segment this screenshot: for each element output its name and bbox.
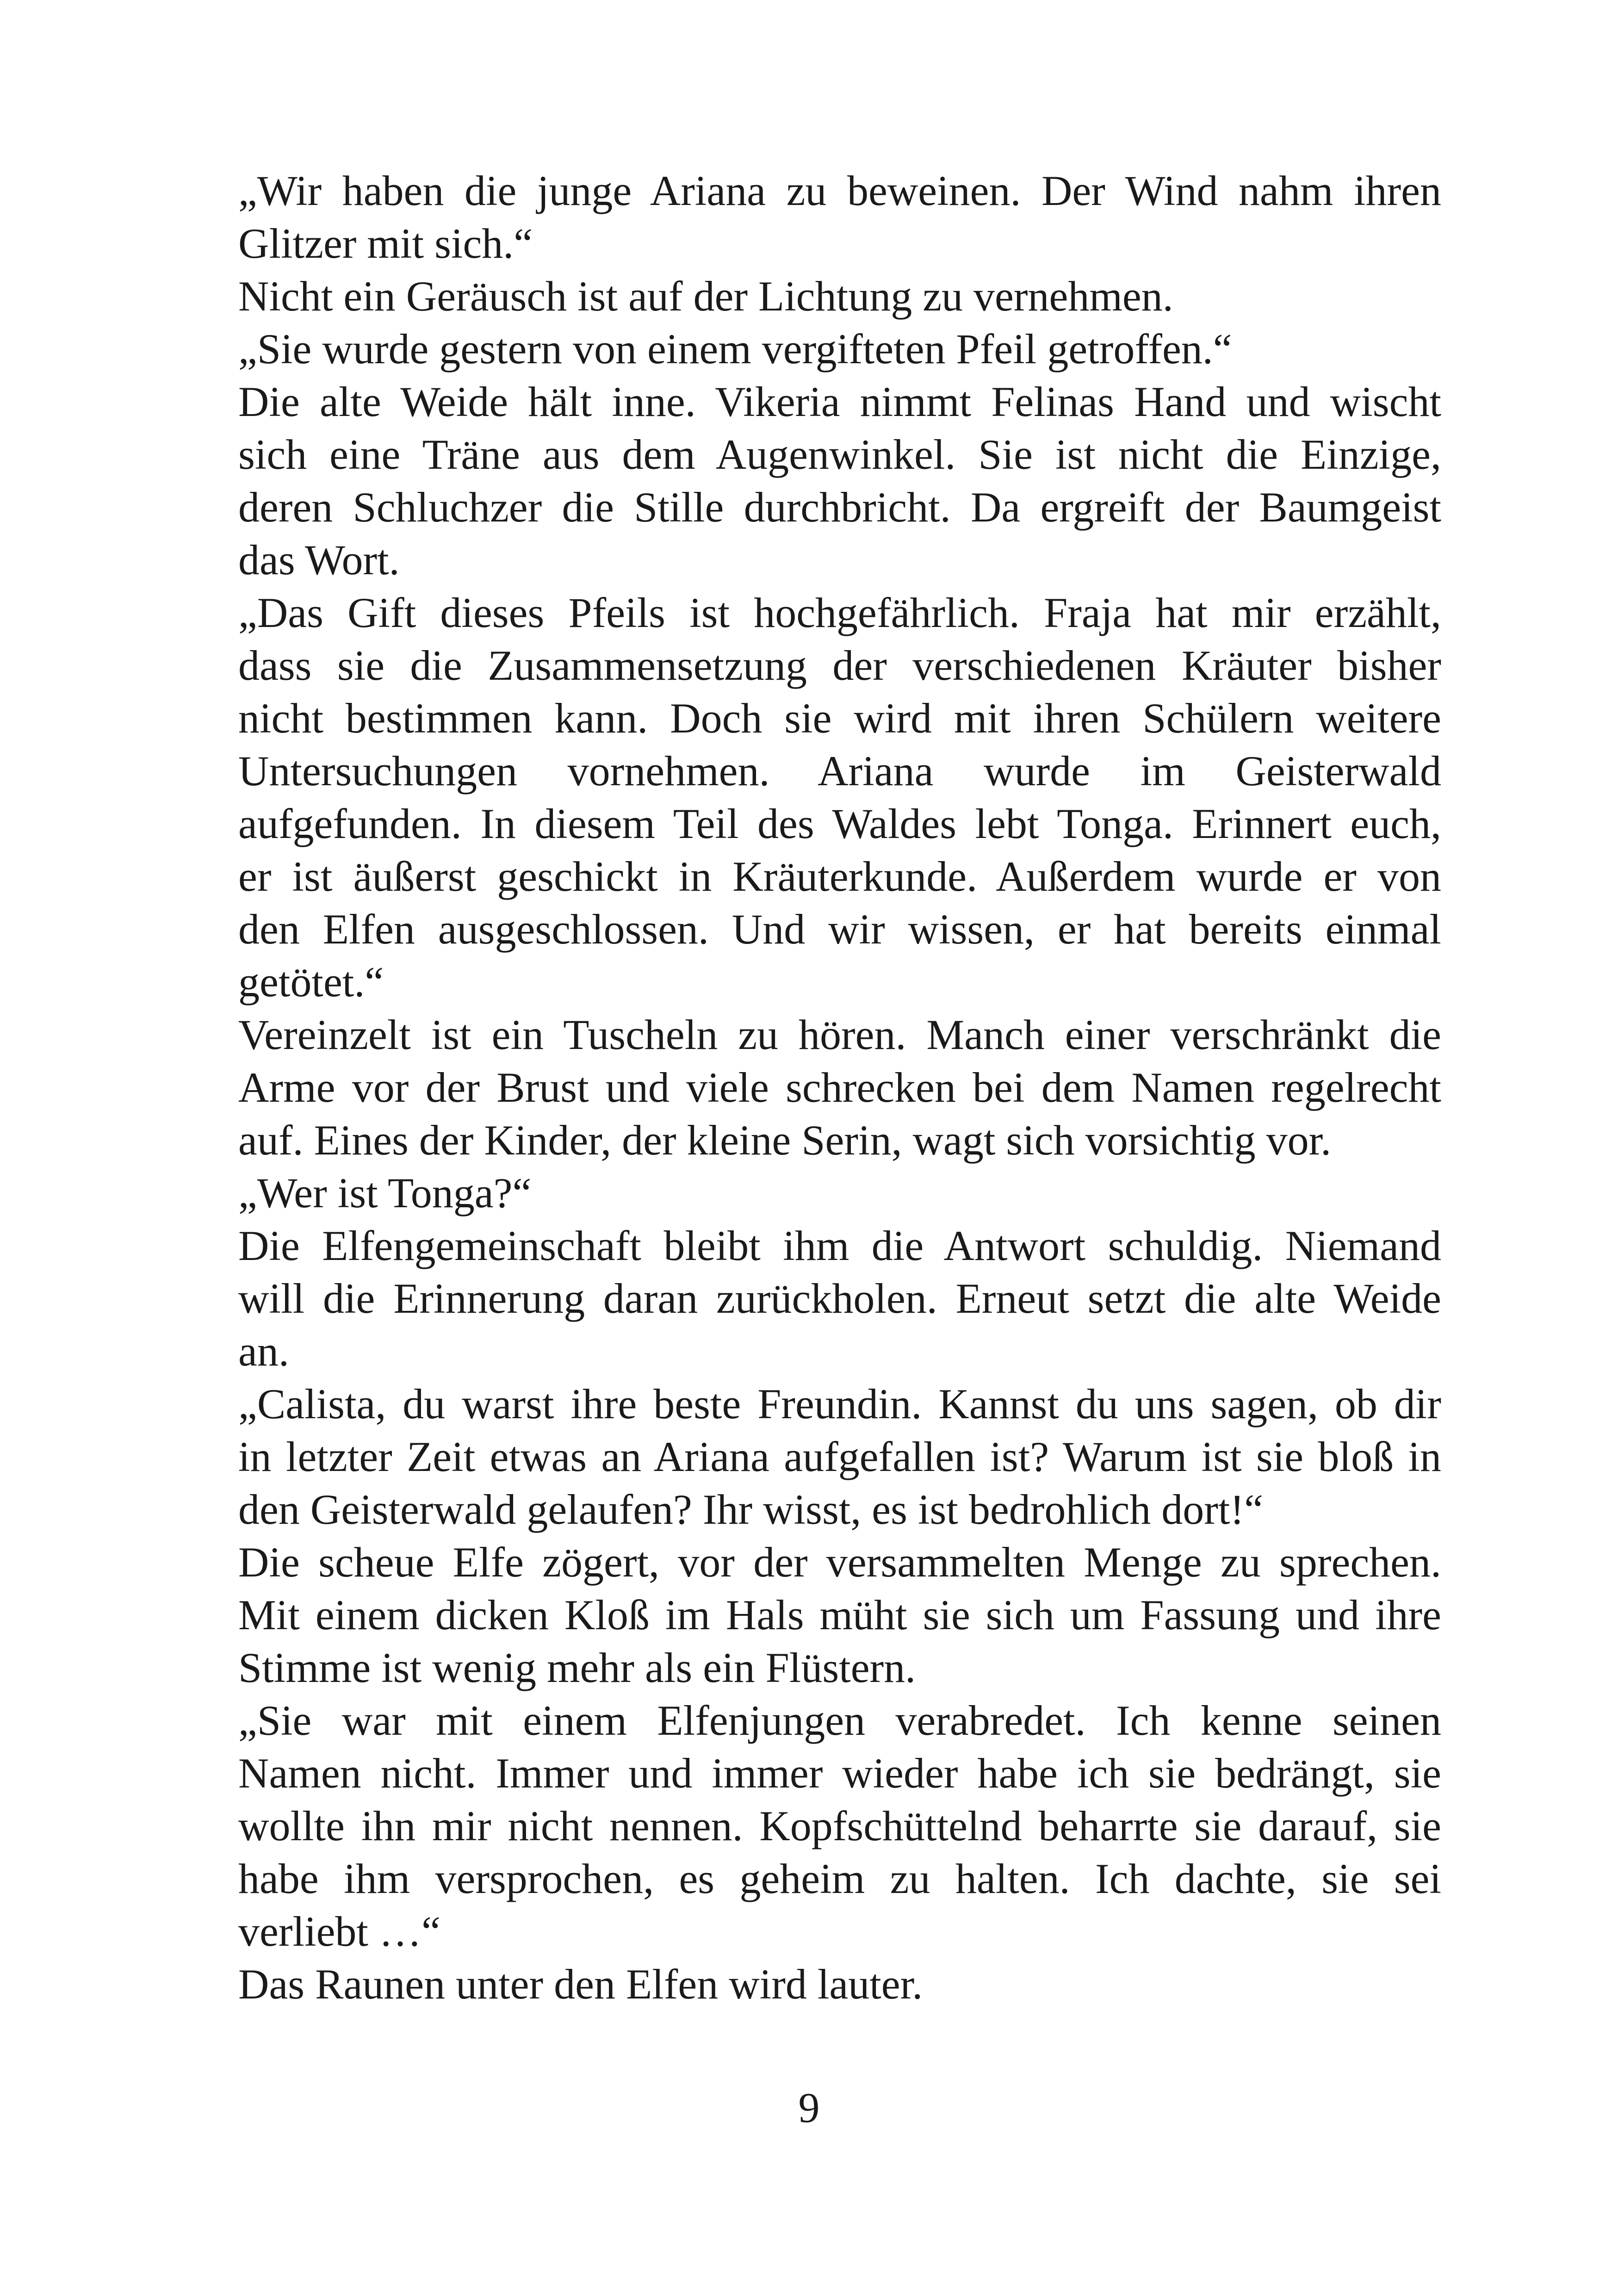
text-line: Glitzer mit sich.“ (238, 220, 533, 267)
text-line: den Elfen ausgeschlossen. Und wir wissen, er hat bereits einmal (238, 906, 1441, 953)
text-line: Stimme ist wenig mehr als ein Flüstern. (238, 1644, 916, 1691)
text-line: „Sie wurde gestern von einem vergifteten Pfeil getroffen.“ (238, 325, 1232, 372)
text-line: deren Schluchzer die Stille durchbricht. Da ergreift der Baumgeist (238, 484, 1441, 531)
text-line: habe ihm versprochen, es geheim zu halten. Ich dachte, sie sei (238, 1855, 1441, 1902)
text-line: er ist äußerst geschickt in Kräuterkunde. Außerdem wurde er von (238, 853, 1441, 900)
text-line: dass sie die Zusammensetzung der verschiedenen Kräuter bisher (238, 642, 1441, 689)
text-line: Mit einem dicken Kloß im Hals müht sie sich um Fassung und ihre (238, 1591, 1441, 1638)
text-line: Die alte Weide hält inne. Vikeria nimmt Felinas Hand und wischt (238, 378, 1441, 425)
text-line: „Das Gift dieses Pfeils ist hochgefährlich. Fraja hat mir erzählt, (238, 589, 1441, 636)
text-line: verliebt …“ (238, 1908, 440, 1955)
text-line: Die Elfengemeinschaft bleibt ihm die Antwort schuldig. Niemand (238, 1222, 1441, 1269)
text-line: sich eine Träne aus dem Augenwinkel. Sie ist nicht die Einzige, (238, 431, 1441, 478)
text-line: Nicht ein Geräusch ist auf der Lichtung zu vernehmen. (238, 273, 1173, 320)
text-line: Namen nicht. Immer und immer wieder habe ich sie bedrängt, sie (238, 1750, 1441, 1797)
text-line: aufgefunden. In diesem Teil des Waldes lebt Tonga. Erinnert euch, (238, 800, 1441, 847)
text-line: den Geisterwald gelaufen? Ihr wisst, es ist bedrohlich dort!“ (238, 1486, 1263, 1533)
text-line: „Sie war mit einem Elfenjungen verabredet. Ich kenne seinen (238, 1697, 1441, 1744)
text-line: in letzter Zeit etwas an Ariana aufgefallen ist? Warum ist sie bloß in (238, 1433, 1441, 1480)
text-line: das Wort. (238, 536, 400, 583)
text-line: Vereinzelt ist ein Tuscheln zu hören. Manch einer verschränkt die (238, 1011, 1441, 1058)
text-line: Das Raunen unter den Elfen wird lauter. (238, 1961, 923, 2008)
text-line: „Calista, du warst ihre beste Freundin. Kannst du uns sagen, ob dir (238, 1380, 1441, 1427)
text-line: wollte ihn mir nicht nennen. Kopfschüttelnd beharrte sie darauf, sie (238, 1802, 1441, 1849)
text-line: auf. Eines der Kinder, der kleine Serin, wagt sich vorsichtig vor. (238, 1117, 1332, 1164)
text-line: Arme vor der Brust und viele schrecken bei dem Namen regelrecht (238, 1064, 1441, 1111)
text-line: will die Erinnerung daran zurückholen. Erneut setzt die alte Weide (238, 1275, 1441, 1322)
text-line: „Wir haben die junge Ariana zu beweinen. Der Wind nahm ihren (238, 167, 1441, 214)
text-line: „Wer ist Tonga?“ (238, 1169, 532, 1216)
text-line: getötet.“ (238, 958, 384, 1005)
text-line: Untersuchungen vornehmen. Ariana wurde im Geisterwald (238, 747, 1441, 794)
text-line: nicht bestimmen kann. Doch sie wird mit ihren Schülern weitere (238, 695, 1441, 742)
body-text (238, 164, 1441, 2011)
text-line: Die scheue Elfe zögert, vor der versammelten Menge zu sprechen. (238, 1539, 1441, 1586)
text-line: an. (238, 1328, 289, 1375)
page-number: 9 (798, 2084, 820, 2131)
